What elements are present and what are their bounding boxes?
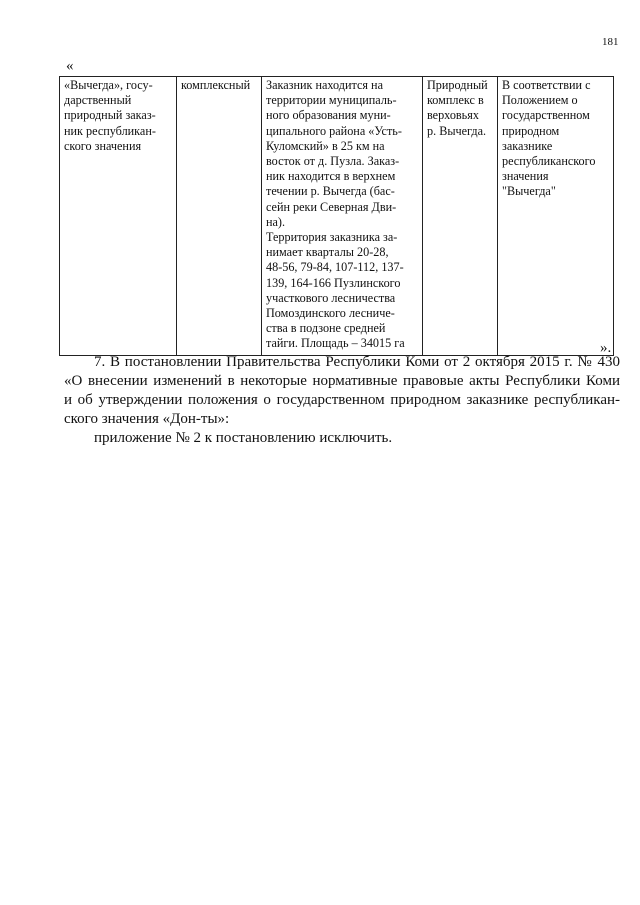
cell-text-line: восток от д. Пузла. Заказ- bbox=[266, 154, 400, 169]
reserve-name-cell bbox=[60, 77, 177, 356]
cell-text-line: ципального района «Усть- bbox=[266, 123, 402, 138]
cell-text-line: природный заказ- bbox=[64, 108, 156, 123]
protected-object-cell bbox=[423, 77, 498, 356]
paragraph-line: ского значения «Дон-ты»: bbox=[64, 411, 230, 427]
cell-text-line: заказнике bbox=[502, 138, 553, 153]
cell-text-line: «Вычегда», госу- bbox=[64, 78, 153, 92]
cell-text-line: течении р. Вычегда (бас- bbox=[266, 184, 395, 199]
cell-text-line: ства в подзоне средней bbox=[266, 321, 386, 336]
cell-text-line: ского значения bbox=[64, 138, 142, 153]
table-close-quote: ». bbox=[600, 340, 612, 356]
cell-text-line: республиканского bbox=[502, 154, 596, 169]
cell-text-line: Положением о bbox=[502, 93, 578, 108]
cell-text-line: верховьях bbox=[427, 108, 479, 123]
cell-text-line: р. Вычегда. bbox=[427, 123, 487, 138]
cell-text-line: ник республикан- bbox=[64, 123, 156, 138]
cell-text-line: территории муниципаль- bbox=[266, 93, 397, 108]
cell-text-line: В соответствии с bbox=[502, 78, 591, 92]
cell-text-line: Территория заказника за- bbox=[266, 230, 398, 245]
cell-text-line: Куломский» в 25 км на bbox=[266, 138, 385, 153]
cell-text-line: Природный bbox=[427, 78, 488, 92]
cell-text-line: ник находится в верхнем bbox=[266, 169, 396, 184]
cell-text-line: комплекс в bbox=[427, 93, 484, 108]
reserve-profile-cell bbox=[177, 77, 262, 356]
cell-text-line: тайги. Площадь – 34015 га bbox=[266, 336, 405, 351]
paragraph-line: 7. В постановлении Правительства Республики Коми от 2 октября 2015 г. № 430 bbox=[94, 354, 620, 370]
decree-text bbox=[64, 353, 620, 448]
cell-text-line: государственном bbox=[502, 108, 590, 123]
reserve-location-cell bbox=[262, 77, 423, 356]
cell-text-line: значения bbox=[502, 169, 549, 184]
cell-text-line: "Вычегда" bbox=[502, 184, 556, 199]
cell-text-line: на). bbox=[266, 214, 286, 229]
cell-text-line: Помоздинского лесниче- bbox=[266, 306, 395, 321]
cell-text-line: сейн реки Северная Дви- bbox=[266, 199, 397, 214]
reserves-table bbox=[59, 76, 614, 356]
cell-text-line: Заказник находится на bbox=[266, 78, 383, 92]
legal-basis-cell bbox=[498, 77, 614, 356]
cell-text-line: природном bbox=[502, 123, 560, 138]
page-number: 181 bbox=[602, 36, 619, 48]
cell-text-line: нимает кварталы 20-28, bbox=[266, 245, 389, 260]
cell-text-line: дарственный bbox=[64, 93, 132, 108]
cell-text-line: ного образования муни- bbox=[266, 108, 391, 123]
paragraph-line: приложение № 2 к постановлению исключить. bbox=[94, 430, 393, 446]
cell-text-line: комплексный bbox=[181, 78, 251, 92]
paragraph-line: «О внесении изменений в некоторые нормативные правовые акты Республики Коми bbox=[64, 373, 620, 389]
table-open-quote: « bbox=[66, 58, 74, 74]
cell-text-line: 48-56, 79-84, 107-112, 137- bbox=[266, 260, 404, 275]
table-row bbox=[60, 77, 614, 356]
cell-text-line: 139, 164-166 Пузлинского bbox=[266, 275, 401, 290]
cell-text-line: участкового лесничества bbox=[266, 290, 396, 305]
paragraph-line: и об утверждении положения о государственном природном заказнике республикан- bbox=[64, 392, 620, 408]
